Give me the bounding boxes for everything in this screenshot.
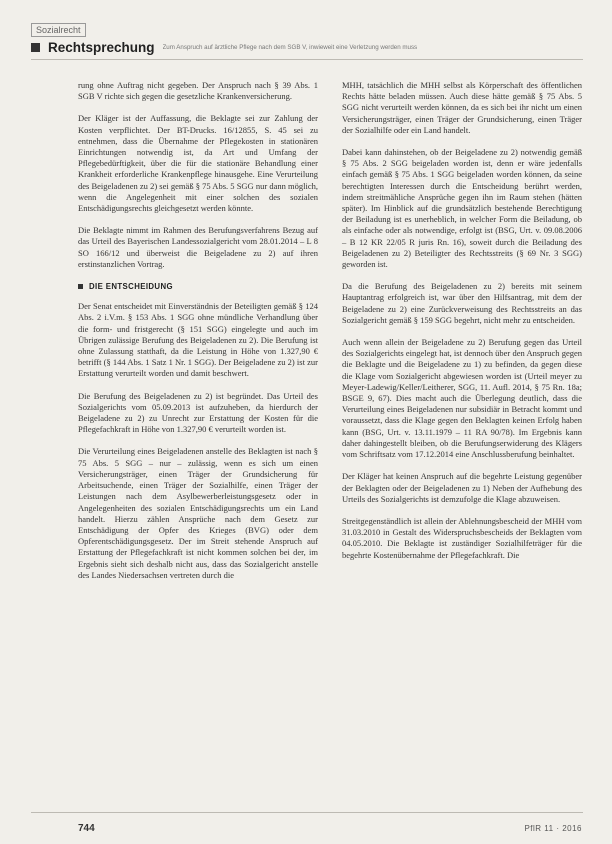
header-square-icon (31, 43, 40, 52)
paragraph: rung ohne Auftrag nicht gegeben. Der Anspruch nach § 39 Abs. 1 SGB V richte sich gegen die gesetzliche Krankenversicherung. (78, 80, 318, 102)
paragraph: Der Kläger ist der Auffassung, die Beklagte sei zur Zahlung der Kosten verpflichtet. Der BT-Drucks. 16/12855, S. 45 sei zu entnehmen, dass die Übernahme der Pflegekosten in stationären Einrichtungen notwendig ist, da Art und Umfang der Pflegebedürftigkeit, über die für die stationäre Behandlung einer Krankheit erforderliche Krankenpflege hinausgehe. Eine Verurteilung des Beigeladenen zu 2) sei gemäß § 75 Abs. 5 SGG nur dann möglich, wenn die Angelegenheit mit einer solchen des sozialen Entschädigungsrechts gleichgesetzt werden könnte. (78, 113, 318, 214)
paragraph: Dabei kann dahinstehen, ob der Beigeladene zu 2) notwendig gemäß § 75 Abs. 2 SGG beigeladen worden ist, denn er wäre jedenfalls einfach gemäß § 75 Abs. 1 SGG beigeladen worden können, da seine berechtigten Interessen durch die Entscheidung berührt werden, indem streitmähliche Ansprüche gegen ihn im Raum stehen (hätten später). Im Hinblick auf die grundsätzlich bestehende Berechtigung der Beiladung ist es unerheblich, in welcher Form die Beiladung, ob als einfache oder als notwendige, erfolgt ist (BSG, Urt. v. 09.08.2006 – B 12 KR 22/05 R juris Rn. 16), soweit durch die Beiladung des Beigeladenen zu 2) Beteiligter des Rechtsstreits (§ 69 Nr. 3 SGG) geworden ist. (342, 147, 582, 270)
journal-reference: PflR 11 · 2016 (524, 824, 582, 833)
paragraph: MHH, tatsächlich die MHH selbst als Körperschaft des öffentlichen Rechts hätte beladen müssen. Auch diese hätte gemäß § 75 Abs. 5 SGG nicht verurteilt werden können, da es sich bei ihr nicht um einen Versicherungsträger, einen Träger der Grundsicherung, einen Träger der Sozialhilfe oder ein Land handelt. (342, 80, 582, 135)
heading-square-icon (78, 284, 83, 289)
header-rule (31, 59, 583, 60)
paragraph: Streitgegenständlich ist allein der Ablehnungsbescheid der MHH vom 31.03.2010 in Gestalt des Widerspruchsbescheids der Beklagten vom 04.05.2010. Die Beklagte ist zuständiger Sozialhilfeträger für die begehrte Kostenübernahme der Pflegefachkraft. Die (342, 515, 582, 560)
section-heading (78, 281, 318, 292)
paragraph: Die Berufung des Beigeladenen zu 2) ist begründet. Das Urteil des Sozialgerichts vom 05.09.2013 ist aufzuheben, da hierdurch der Beigeladene zu 2) zu Unrecht zur Erstattung der Kosten für die Pflegefachkraft in Höhe von 1.327,90 € verurteilt worden ist. (78, 390, 318, 435)
header-subtitle: Zum Anspruch auf ärztliche Pflege nach dem SGB V, inwieweit eine Verletzung werden muss (162, 44, 418, 51)
paragraph: Die Beklagte nimmt im Rahmen des Berufungsverfahrens Bezug auf das Urteil des Bayerischen Landessozialgericht vom 28.01.2014 – L 8 SO 166/12 und überweist die Beigeladene zu 2) auf ihren erstinstanzlichen Vortrag. (78, 225, 318, 269)
paragraph: Die Verurteilung eines Beigeladenen anstelle des Beklagten ist nach § 75 Abs. 5 SGG – nur – zulässig, wenn es sich um einen Versicherungsträger, einen Träger der Grundsicherung für Arbeitsuchende, einen Träger der Sozialhilfe, einen Träger der Leistungen nach dem Asylbewerberleistungsgesetz oder in Angelegenheiten des sozialen Entschädigungsrechts um ein Land handelt. Hierzu zählen Ansprüche nach dem Gesetz zur Entschädigung der Opfer des Krieges (BVG) oder dem Opferentschädigungsgesetz. Der im Streit stehende Anspruch auf Erstattung der Pflegefachkraft ist nicht kommen solchen bei der, im Ergebnis sieht sich deshalb nicht aus, dass das Sozialgericht anstelle des Landes Niedersachsen vertreten durch die (78, 446, 318, 580)
paragraph: Auch wenn allein der Beigeladene zu 2) Berufung gegen das Urteil des Sozialgerichts eingelegt hat, ist dennoch über den Anspruch gegen die Beklagte und die Beigeladene zu 1) zu befinden, da gegen diese die Klage vom Sozialgericht abgewiesen worden ist (Urteil meyer zu Meyer-Ladewig/Keller/Leitherer, SGG, 11. Aufl. 2014, § 75 Rn. 18a; BSGE 9, 67). Dies macht auch die Überlegung deutlich, dass die Verurteilung eines Beigeladenen nur subsidiär in Betracht kommt und voraussetzt, dass die Klage gegen den Beklagten keinen Erfolg haben kann (BSG, Urt. v. 13.11.1979 – 11 RA 90/78). Im Ergebnis kann daher dahingestellt bleiben, ob die Berufungserwiderung des Klägers vom Schriftsatz vom 17.12.2014 eine Anschlussberufung beinhaltet. (342, 337, 582, 460)
paragraph: Der Senat entscheidet mit Einverständnis der Beteiligten gemäß § 124 Abs. 2 i.V.m. § 153 Abs. 1 SGG ohne mündliche Verhandlung über die form- und fristgerecht (§ 151 SGG) eingelegte und auch im Übrigen zulässige Berufung des Beigeladenen zu 2). Die Berufung ist ohne Zulassung statthaft, da die Leistung in Höhe von 1.327,90 € betrifft (§ 144 Abs. 1 Satz 1 Nr. 1 SGG). Der Beigeladene zu 2) ist zur Erstattung verurteilt worden und damit beschwert. (78, 301, 318, 379)
page-number: 744 (78, 823, 95, 834)
header-title: Rechtsprechung (48, 40, 155, 55)
left-column (78, 80, 318, 592)
footer-rule (31, 812, 583, 813)
right-column (342, 80, 582, 572)
page-header (31, 40, 583, 55)
section-heading-text: DIE ENTSCHEIDUNG (89, 282, 173, 292)
paragraph: Da die Berufung des Beigeladenen zu 2) bereits mit seinem Hauptantrag erfolgreich ist, war über den Hilfsantrag, mit dem der Beigeladene zu 2) eine Zurückverweisung des Rechtsstreits an das Sozialgericht gemäß § 159 SGG begehrt, nicht mehr zu entscheiden. (342, 281, 582, 325)
paragraph: Der Kläger hat keinen Anspruch auf die begehrte Leistung gegenüber der Beklagten oder der Beigeladenen zu 1) Neben der Aufhebung des Urteils des Sozialgerichts ist demzufolge die Klage abzuweisen. (342, 471, 582, 504)
section-tag: Sozialrecht (31, 23, 86, 37)
